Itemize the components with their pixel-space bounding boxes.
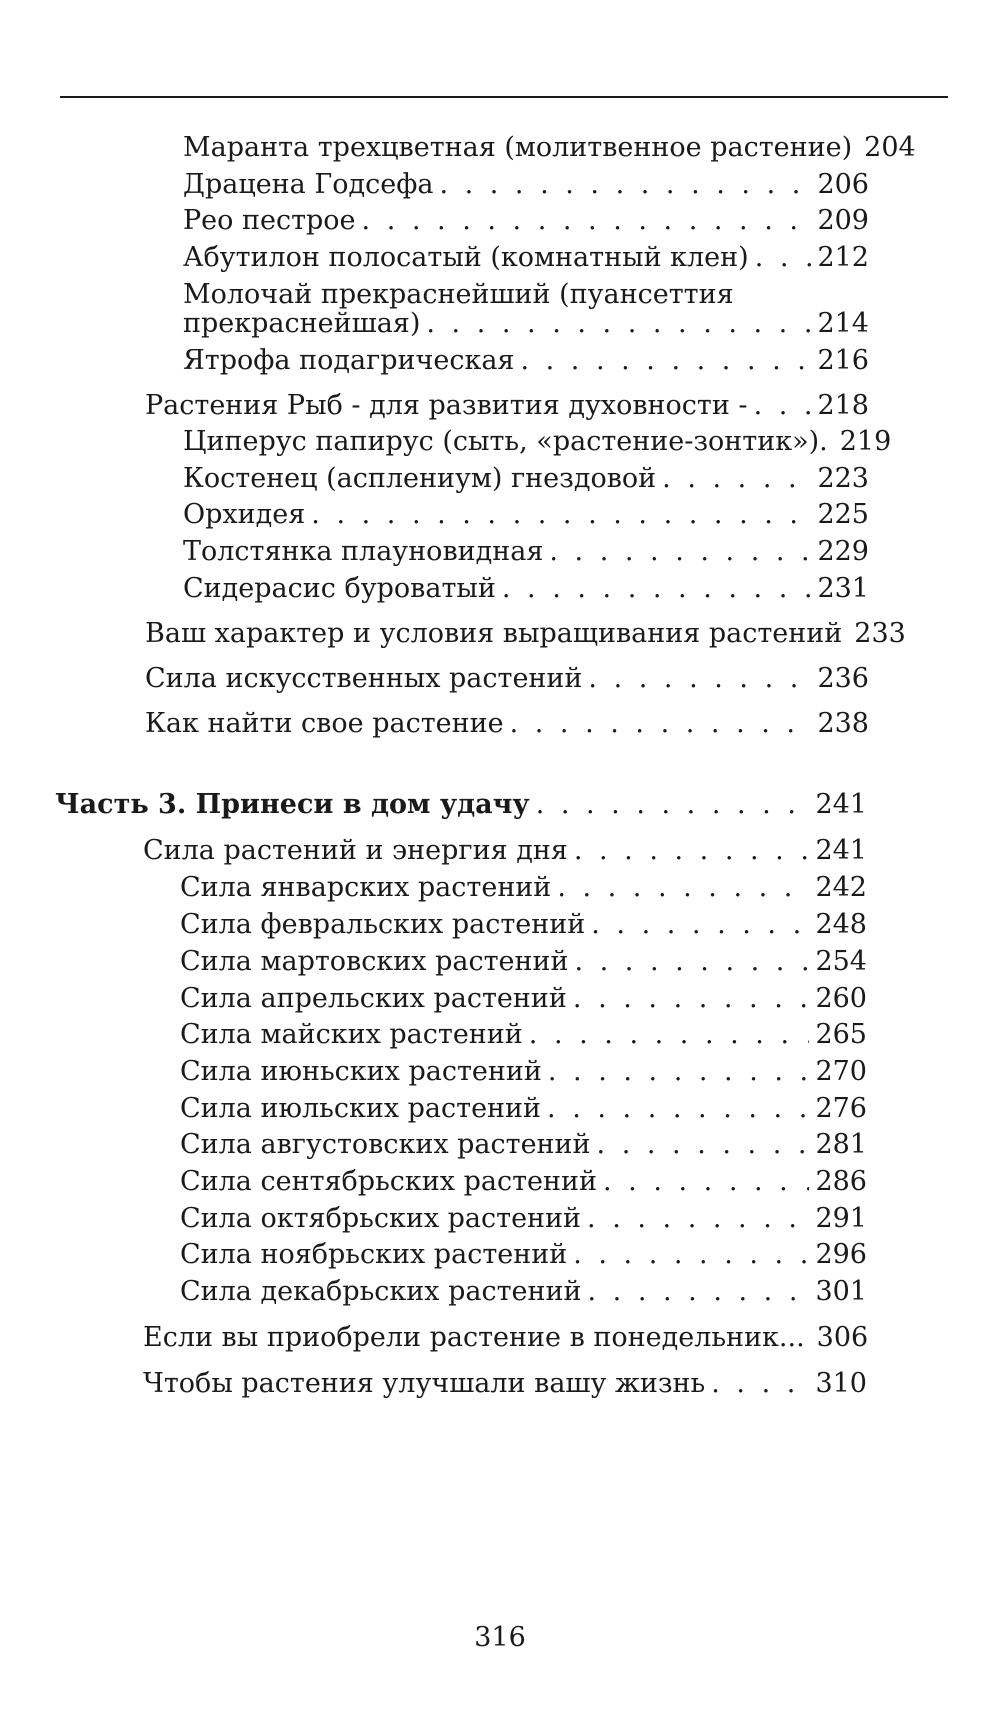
- toc-entry-page: 241: [815, 789, 867, 820]
- toc-entry-label: Толстянка плауновидная: [183, 536, 544, 567]
- toc-entry-label: Сила октябрьских растений: [180, 1203, 582, 1234]
- toc-leader: [711, 1366, 809, 1402]
- toc-entry-page: 229: [817, 536, 869, 567]
- toc-entry[interactable]: [183, 130, 916, 166]
- toc-entry-page: 233: [854, 618, 906, 649]
- toc-leader: [754, 388, 812, 424]
- toc-entry-page: 276: [815, 1093, 867, 1124]
- toc-leader: [536, 787, 810, 823]
- toc-leader: [574, 944, 809, 980]
- toc-leader: [662, 461, 811, 497]
- toc-entry-page: 310: [815, 1368, 867, 1399]
- toc-entry-page: 265: [815, 1019, 867, 1050]
- toc-leader: [603, 1164, 809, 1200]
- toc-entry-label-line1: Молочай прекраснейший (пуансеттия: [183, 279, 734, 310]
- toc-entry-page: 219: [839, 426, 892, 457]
- toc-entry-page: 260: [815, 983, 867, 1014]
- toc-entry-label: Часть 3. Принеси в дом удачу: [55, 789, 530, 820]
- toc-entry-page: 281: [815, 1129, 867, 1160]
- toc-entry[interactable]: [145, 616, 906, 652]
- toc-leader: [588, 661, 811, 697]
- toc-entry-label: Сила растений и энергия дня: [143, 835, 568, 866]
- toc-entry[interactable]: [183, 497, 869, 533]
- toc-entry-label: Циперус папирус (сыть, «растение-зонтик»).: [183, 426, 828, 457]
- toc-entry-page: 270: [815, 1056, 867, 1087]
- toc-entry-label: Абутилон полосатый (комнатный клен): [183, 242, 749, 273]
- toc-entry-label: Сила ноябрьских растений: [180, 1239, 568, 1270]
- page-number: 316: [474, 1622, 526, 1653]
- toc-leader: [547, 1091, 809, 1127]
- toc-entry[interactable]: [180, 944, 867, 980]
- toc-entry-page: 223: [817, 463, 869, 494]
- toc-entry-page: 209: [817, 205, 869, 236]
- toc-entry[interactable]: [180, 1201, 867, 1237]
- toc-entry-label: Сила сентябрьских растений: [180, 1166, 597, 1197]
- toc-entry[interactable]: [143, 1320, 867, 1356]
- toc-leader: [510, 706, 812, 742]
- toc-entry-page: 212: [817, 242, 869, 273]
- toc-entry[interactable]: [180, 1274, 867, 1310]
- toc-entry-page: 248: [815, 909, 867, 940]
- toc-entry-page: 218: [817, 390, 869, 421]
- toc-leader: [548, 1054, 810, 1090]
- toc-leader: [557, 870, 809, 906]
- toc-part-heading[interactable]: [55, 787, 867, 823]
- toc-entry[interactable]: [180, 1017, 867, 1053]
- toc-entry-label: Драцена Годсефа: [183, 169, 434, 200]
- toc-entry-label: Чтобы растения улучшали вашу жизнь: [143, 1368, 706, 1399]
- toc-leader: [311, 497, 811, 533]
- toc-entry-page: 206: [817, 169, 869, 200]
- toc-entry-page: 214: [817, 308, 869, 339]
- toc-entry[interactable]: [180, 1127, 867, 1163]
- toc-entry-label: Сила апрельских растений: [180, 983, 567, 1014]
- toc-entry-label: Сила искусственных растений: [145, 663, 583, 694]
- toc-entry-page: 241: [815, 835, 867, 866]
- toc-entry[interactable]: [180, 1091, 867, 1127]
- toc-entry[interactable]: [183, 306, 869, 342]
- toc-entry[interactable]: [180, 1054, 867, 1090]
- toc-entry-label: Ятрофа подагрическая: [183, 345, 515, 376]
- toc-entry-label: прекраснейшая): [183, 308, 421, 339]
- toc-leader: [529, 1017, 810, 1053]
- toc-entry[interactable]: [183, 240, 869, 276]
- toc-entry[interactable]: [183, 167, 869, 203]
- toc-leader: [549, 534, 811, 570]
- toc-entry[interactable]: [183, 534, 869, 570]
- toc-entry[interactable]: [143, 833, 867, 869]
- top-rule: [60, 96, 948, 98]
- toc-leader: [426, 306, 811, 342]
- toc-entry-label: Сила мартовских растений: [180, 946, 569, 977]
- toc-entry-page: 296: [815, 1239, 867, 1270]
- toc-entry-label: Сила майских растений: [180, 1019, 523, 1050]
- toc-entry-page: 236: [817, 663, 869, 694]
- toc-entry[interactable]: [180, 870, 867, 906]
- toc-entry-label: Рео пестрое: [183, 205, 356, 236]
- toc-leader: [591, 907, 809, 943]
- toc-entry[interactable]: [183, 571, 869, 607]
- toc-entry[interactable]: [180, 1164, 867, 1200]
- toc-entry-label: Если вы приобрели растение в понедельник...: [143, 1322, 805, 1353]
- toc-entry-label: Сила июльских растений: [180, 1093, 542, 1124]
- toc-entry-label: Растения Рыб - для развития духовности -: [145, 390, 748, 421]
- toc-entry[interactable]: [183, 343, 869, 379]
- toc-leader: [439, 167, 811, 203]
- toc-entry-page: 204: [864, 132, 916, 163]
- toc-entry-label: Маранта трехцветная (молитвенное растение): [183, 132, 853, 163]
- toc-entry-label: Костенец (асплениум) гнездовой: [183, 463, 657, 494]
- toc-leader: [588, 1274, 810, 1310]
- toc-leader: [520, 343, 811, 379]
- toc-leader: [755, 240, 812, 276]
- toc-entry-page: 225: [817, 499, 869, 530]
- toc-leader: [587, 1201, 809, 1237]
- toc-entry-label: Ваш характер и условия выращивания растений: [145, 618, 843, 649]
- toc-entry[interactable]: [183, 203, 869, 239]
- toc-leader: [573, 1237, 809, 1273]
- toc-entry[interactable]: [183, 461, 869, 497]
- toc-leader: [597, 1127, 810, 1163]
- toc-entry[interactable]: [180, 1237, 867, 1273]
- toc-entry-label: Сидерасис буроватый: [183, 573, 496, 604]
- toc-leader: [502, 571, 812, 607]
- toc-entry[interactable]: [143, 1366, 867, 1402]
- toc-entry-label: Сила июньских растений: [180, 1056, 542, 1087]
- toc-entry[interactable]: [145, 388, 869, 424]
- toc-entry-page: 242: [815, 872, 867, 903]
- toc-leader: [573, 981, 810, 1017]
- toc-entry-page: 291: [815, 1203, 867, 1234]
- toc-entry[interactable]: [145, 706, 869, 742]
- toc-entry-page: 301: [815, 1276, 867, 1307]
- toc-entry-page: 286: [815, 1166, 867, 1197]
- toc-entry-page: 231: [817, 573, 869, 604]
- toc-entry-label: Как найти свое растение: [145, 708, 504, 739]
- toc-entry-page: 238: [817, 708, 869, 739]
- toc-leader: [574, 833, 810, 869]
- toc-entry-page: 254: [815, 946, 867, 977]
- toc-entry-label: Сила августовских растений: [180, 1129, 591, 1160]
- toc-entry-label: Орхидея: [183, 499, 306, 530]
- toc-entry-label: Сила февральских растений: [180, 909, 586, 940]
- toc-entry[interactable]: [183, 424, 892, 460]
- toc-entry-label: Сила январских растений: [180, 872, 552, 903]
- toc-entry[interactable]: [145, 661, 869, 697]
- toc-leader: [362, 203, 812, 239]
- toc-entry-page: 216: [817, 345, 869, 376]
- toc-entry[interactable]: [180, 981, 867, 1017]
- toc-entry[interactable]: [180, 907, 867, 943]
- toc-entry-page: 306: [816, 1322, 869, 1353]
- toc-entry-label: Сила декабрьских растений: [180, 1276, 582, 1307]
